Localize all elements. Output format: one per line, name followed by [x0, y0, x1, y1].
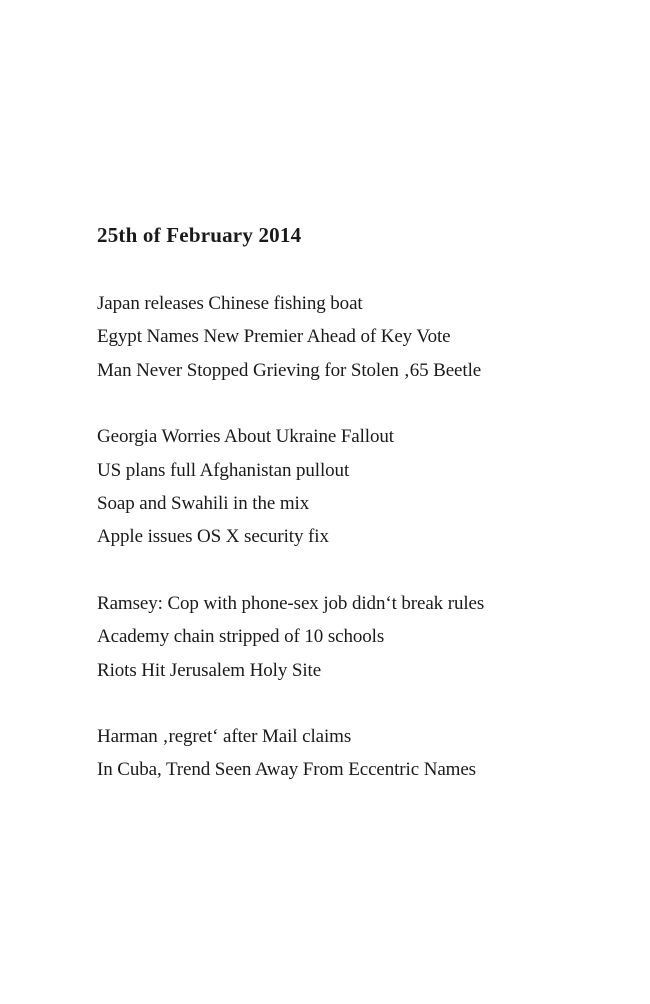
headline: Japan releases Chinese fishing boat: [97, 293, 363, 314]
headline-group-1: [97, 287, 620, 387]
headline: In Cuba, Trend Seen Away From Eccentric Names: [97, 759, 476, 781]
headline: Georgia Worries About Ukraine Fallout: [97, 426, 394, 448]
headline: Man Never Stopped Grieving for Stolen ‚65 Beetle: [97, 359, 482, 381]
headline: Apple issues OS X security fix: [97, 526, 329, 548]
headline: US plans full Afghanistan pullout: [97, 459, 350, 481]
headline: Egypt Names New Premier Ahead of Key Vote: [97, 326, 451, 348]
headline-group-3: [97, 587, 620, 687]
headline-list: [97, 220, 620, 820]
date-heading: 25th of February 2014: [97, 223, 302, 247]
headline-group-2: [97, 420, 620, 554]
headline: Soap and Swahili in the mix: [97, 493, 310, 515]
headline-group-4: [97, 720, 620, 787]
headline: Riots Hit Jerusalem Holy Site: [97, 659, 322, 681]
headline: Ramsey: Cop with phone-sex job didn‘t break rules: [97, 592, 485, 614]
headline: Academy chain stripped of 10 schools: [97, 626, 385, 648]
headline: Harman ‚regret‘ after Mail claims: [97, 726, 352, 748]
